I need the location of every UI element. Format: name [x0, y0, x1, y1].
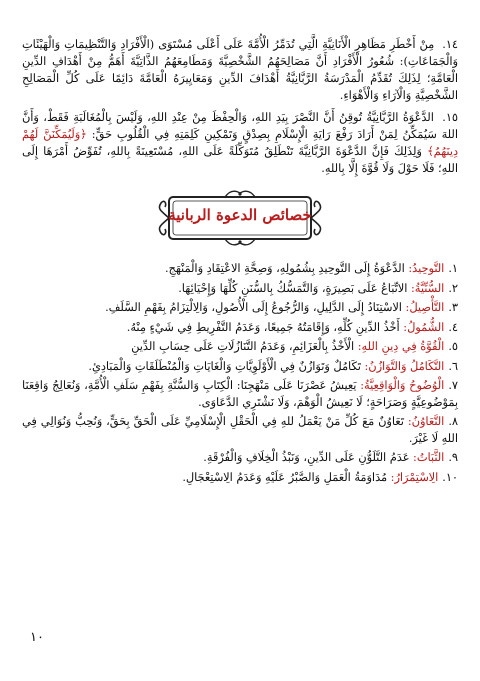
- list-text: تَعَاوُنٌ مَعَ كُلِّ مَنْ يَعْمَلُ للهِ فِي الْحَقْلِ الْإِسْلَامِيِّ عَلَى الْحَقِّ بِحَقٍّ، وَنُحِبُّ وَنُوَالِي فِي اللهِ لَا غَيْرَ.: [22, 415, 458, 445]
- paragraph-text: مِنْ أَخْطَرِ مَظَاهِرِ الْأَنَانِيَّةِ الَّتِي تُدَمِّرُ الْأُمَّةَ عَلَى أَعْلَى مُسْتَوَى (الْأَفْرَادِ وَالتَّنْظِيمَاتِ وَالْهَيْئَاتِ وَالْجَمَاعَاتِ): شُعُورُ الْأَفْرَادِ أَنَّ مَصَالِحَهُمُ الشَّخْصِيَّةَ وَمَطَامِعَهُمُ الذَّاتِيَّةَ أَهَمُّ مِنْ أَهْدَافِ الدِّينِ الْعَامَّةِ؛ لِذَلِكَ تُقَدِّمُ الْمَدْرَسَةُ الرَّبَّانِيَّةُ أَهْدَافَ الدِّينِ وَمَعَايِيرَهُ الْعَامَّةَ دَائِمًا عَلَى كُلِّ الْمَصَالِحِ الشَّخْصِيَّةِ وَالْآرَاءِ وَالْأَهْوَاءِ.: [22, 38, 458, 102]
- list-number: ٨.: [448, 415, 458, 428]
- list-text: الاتِّبَاعُ عَلَى بَصِيرَةٍ، وَالتَّمَسُّكُ بِالسُّنَنِ كُلِّهَا وَإِحْيَائِهَا.: [178, 281, 411, 295]
- paragraph-15: [22, 109, 458, 177]
- page-content: [22, 36, 458, 489]
- list-number: ٧.: [448, 379, 458, 392]
- page-number: ١٠: [30, 630, 44, 645]
- list-label: التَّأْصِيلُ:: [405, 301, 445, 314]
- quran-quote: ﴿وَلَيُمَكِّنَنَّ لَهُمْ دِينَهُمُ﴾: [22, 128, 458, 158]
- list-item: [22, 261, 458, 278]
- list-text: الاسْتِنَادُ إِلَى الدَّلِيلِ، وَالرُّجُوعُ إِلَى الْأُصُولِ، وَالِالْتِزَامُ بِفَهْمِ السَّلَفِ.: [105, 301, 406, 314]
- list-label: الْقُوَّةُ فِي دِينِ اللهِ:: [357, 340, 445, 353]
- paragraph-number: ١٥.: [442, 111, 458, 124]
- characteristics-list: [22, 261, 458, 486]
- paragraph-14: [22, 36, 458, 104]
- list-item: [22, 359, 458, 376]
- list-number: ٤.: [448, 320, 458, 334]
- list-text: الْأَخْذُ بِالْعَزَائِمِ، وَعَدَمُ التَّنَازُلَاتِ عَلَى حِسَابِ الدِّينِ: [131, 340, 358, 353]
- list-number: ١٠.: [442, 470, 458, 484]
- list-number: ٣.: [448, 301, 458, 314]
- list-label: التَّعَاوُنُ:: [407, 415, 445, 428]
- list-item: [22, 470, 458, 487]
- list-text: يَعِيشُ عَصْرَنَا عَلَى مَنْهَجِنَا: الْكِتَابِ وَالسُّنَّةِ بِفَهْمِ سَلَفِ الْأُمَّةِ، وَنُعَالِجُ وَاقِعَنَا بِمَوْضُوعِيَّةٍ وَصَرَاحَةٍ؛ لَا نَعِيشُ الْوَهْمَ، وَلَا نَشْتَرِي الدَّعَاوَى.: [22, 379, 458, 409]
- paragraph-number: ١٤.: [442, 38, 458, 51]
- list-item: [22, 450, 458, 467]
- list-label: الْوُضُوحُ وَالْوَاقِعِيَّةُ:: [360, 379, 445, 392]
- list-number: ٢.: [448, 281, 458, 295]
- list-item: [22, 281, 458, 298]
- list-label: التَّكَامُلُ وَالتَّوَازُنُ:: [364, 359, 445, 373]
- list-text: الدَّعْوَةُ إِلَى التَّوحِيدِ بِشُمُولِهِ، وَصِحَّةِ الاعْتِقَادِ وَالْمَنْهَجِ.: [164, 262, 409, 275]
- section-title: خصائص الدعوة الربانية: [168, 206, 312, 224]
- list-text: أَخْذُ الدِّينِ كُلِّهِ، وَإِقَامَتُهُ جَمِيعًا، وَعَدَمُ التَّفْرِيطِ فِي شَيْءٍ مِنْهُ.: [126, 320, 404, 334]
- list-item: [22, 378, 458, 411]
- list-number: ٦.: [448, 359, 458, 373]
- list-number: ٥.: [448, 340, 458, 353]
- list-item: [22, 320, 458, 337]
- paragraph-text-continued: وَلِذَلِكَ فَإِنَّ الدَّعْوَةَ الرَّبَّانِيَّةَ تَنْطَلِقُ مُتَوَكِّلَةً عَلَى اللهِ، مُسْتَعِينَةً بِاللهِ، تُفَوِّضُ أَمْرَهَا إِلَى اللهِ؛ فَلَا حَوْلَ وَلَا قُوَّةَ إِلَّا بِاللهِ.: [22, 145, 458, 175]
- list-label: الثَّبَاتُ:: [413, 451, 445, 464]
- list-text: عَدَمُ التَّلَوُّنِ عَلَى الدِّينِ، وَنَبْذُ الْخِلَافِ وَالْفُرْقَةِ.: [203, 451, 414, 464]
- list-text: مُدَاوَمَةُ الْعَمَلِ وَالصَّبْرُ عَلَيْهِ وَعَدَمُ الِاسْتِعْجَالِ.: [182, 470, 391, 484]
- list-text: تَكَامُلٌ وَتَوَازُنٌ فِي الْأَوْلَوِيَّاتِ وَالْغَايَاتِ وَالْمُنْطَلَقَاتِ وَالْمَبَادِئِ.: [88, 359, 365, 373]
- list-label: الِاسْتِمْرَارُ:: [390, 470, 439, 484]
- list-item: [22, 339, 458, 356]
- paragraph-text: الدَّعْوَةُ الرَّبَّانِيَّةُ تُوقِنُ أَنَّ النَّصْرَ بِيَدِ اللهِ، وَالْحِفْظَ مِنْ عِنْدِ اللهِ، وَلَيْسَ بِالْمُغَالَبَةِ فَقَطْ، وَأَنَّ اللهَ سَيُمَكِّنُ لِمَنْ أَرَادَ رَفْعَ رَايَةِ الْإِسْلَامِ بِصِدْقٍ وَتَمْكِينِ كَلِمَتِهِ فِي الْقُلُوبِ حَقٍّ:: [22, 111, 458, 141]
- list-label: التَّوحِيدُ:: [408, 262, 445, 275]
- list-label: السُّنِّيَّةُ:: [410, 281, 445, 295]
- list-label: الشُّمُولُ:: [403, 320, 445, 334]
- section-banner: [155, 189, 325, 247]
- list-item: [22, 414, 458, 447]
- list-number: ٩.: [448, 451, 458, 464]
- list-item: [22, 300, 458, 317]
- list-number: ١.: [448, 262, 458, 275]
